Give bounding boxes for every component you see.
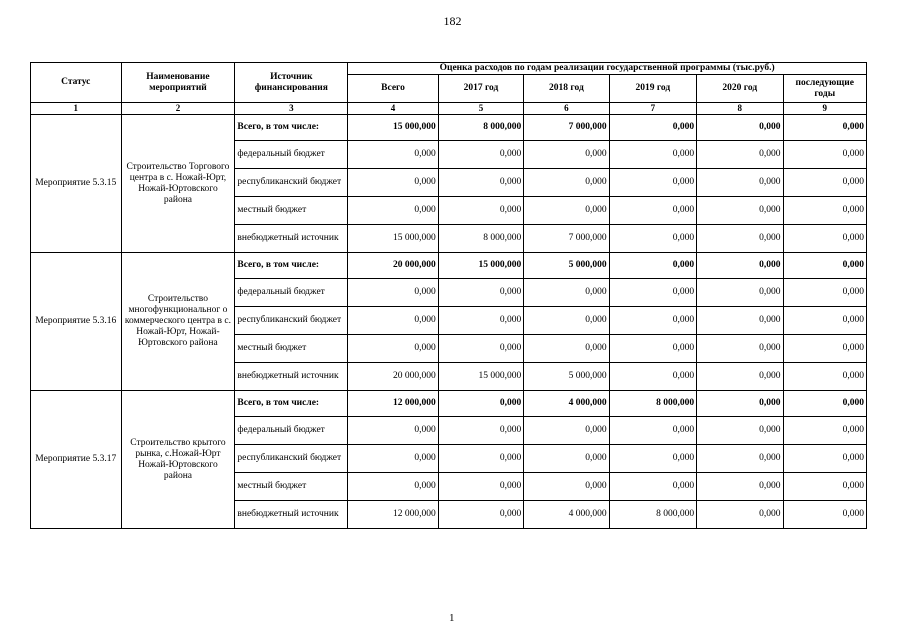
event-status: Мероприятие 5.3.16 (31, 253, 122, 391)
amount-cell: 0,000 (783, 473, 867, 501)
amount-cell: 0,000 (609, 169, 696, 197)
event-status: Мероприятие 5.3.17 (31, 391, 122, 529)
amount-cell: 7 000,000 (524, 115, 609, 141)
funding-source: местный бюджет (235, 197, 348, 225)
amount-cell: 0,000 (783, 363, 867, 391)
amount-cell: 0,000 (609, 335, 696, 363)
event-status: Мероприятие 5.3.15 (31, 115, 122, 253)
amount-cell: 0,000 (697, 473, 783, 501)
column-number: 1 (31, 103, 122, 115)
column-number: 3 (235, 103, 348, 115)
column-numbers-row (31, 103, 867, 115)
amount-cell: 8 000,000 (609, 391, 696, 417)
column-number: 8 (697, 103, 783, 115)
amount-cell: 0,000 (609, 279, 696, 307)
amount-cell: 0,000 (697, 169, 783, 197)
amount-cell: 5 000,000 (524, 253, 609, 279)
funding-source: республиканский бюджет (235, 445, 348, 473)
amount-cell: 0,000 (348, 445, 439, 473)
amount-cell: 0,000 (524, 307, 609, 335)
event-name: Строительство многофункциональног о коммерческого центра в с. Ножай-Юрт, Ножай-Юртовского района (121, 253, 235, 391)
header-2020: 2020 год (697, 75, 783, 103)
header-2017: 2017 год (438, 75, 523, 103)
amount-cell: 0,000 (609, 307, 696, 335)
amount-cell: 7 000,000 (524, 225, 609, 253)
amount-cell: 0,000 (524, 335, 609, 363)
amount-cell: 0,000 (783, 335, 867, 363)
amount-cell: 0,000 (524, 169, 609, 197)
amount-cell: 0,000 (609, 253, 696, 279)
amount-cell: 0,000 (783, 501, 867, 529)
amount-cell: 0,000 (348, 417, 439, 445)
amount-cell: 4 000,000 (524, 501, 609, 529)
amount-cell: 0,000 (609, 363, 696, 391)
amount-cell: 0,000 (348, 197, 439, 225)
amount-cell: 0,000 (697, 445, 783, 473)
amount-cell: 0,000 (438, 335, 523, 363)
column-number: 6 (524, 103, 609, 115)
amount-cell: 0,000 (438, 501, 523, 529)
header-2018: 2018 год (524, 75, 609, 103)
amount-cell: 0,000 (783, 253, 867, 279)
amount-cell: 0,000 (697, 363, 783, 391)
funding-source: Всего, в том числе: (235, 253, 348, 279)
amount-cell: 15 000,000 (438, 363, 523, 391)
amount-cell: 0,000 (783, 141, 867, 169)
amount-cell: 0,000 (438, 141, 523, 169)
funding-source: внебюджетный источник (235, 363, 348, 391)
amount-cell: 0,000 (783, 197, 867, 225)
amount-cell: 0,000 (348, 169, 439, 197)
amount-cell: 0,000 (697, 225, 783, 253)
amount-cell: 0,000 (524, 473, 609, 501)
table-row (31, 253, 867, 279)
funding-source: Всего, в том числе: (235, 115, 348, 141)
amount-cell: 0,000 (783, 169, 867, 197)
amount-cell: 0,000 (783, 391, 867, 417)
amount-cell: 12 000,000 (348, 391, 439, 417)
amount-cell: 0,000 (697, 307, 783, 335)
amount-cell: 0,000 (609, 417, 696, 445)
amount-cell: 20 000,000 (348, 363, 439, 391)
table-row (31, 115, 867, 141)
column-number: 9 (783, 103, 867, 115)
amount-cell: 15 000,000 (348, 225, 439, 253)
amount-cell: 0,000 (697, 115, 783, 141)
amount-cell: 5 000,000 (524, 363, 609, 391)
amount-cell: 0,000 (783, 445, 867, 473)
footer-mark: 1 (449, 612, 455, 624)
funding-source: внебюджетный источник (235, 501, 348, 529)
amount-cell: 0,000 (348, 473, 439, 501)
amount-cell: 0,000 (609, 141, 696, 169)
column-number: 4 (348, 103, 439, 115)
page-number: 182 (443, 14, 462, 28)
amount-cell: 12 000,000 (348, 501, 439, 529)
amount-cell: 0,000 (348, 141, 439, 169)
amount-cell: 4 000,000 (524, 391, 609, 417)
amount-cell: 0,000 (783, 279, 867, 307)
table-row (31, 391, 867, 417)
amount-cell: 0,000 (609, 197, 696, 225)
funding-source: местный бюджет (235, 335, 348, 363)
budget-table (30, 62, 867, 529)
header-later: последующие годы (783, 75, 867, 103)
column-number: 2 (121, 103, 235, 115)
amount-cell: 0,000 (438, 473, 523, 501)
amount-cell: 0,000 (783, 225, 867, 253)
amount-cell: 0,000 (697, 391, 783, 417)
amount-cell: 0,000 (438, 279, 523, 307)
amount-cell: 0,000 (609, 115, 696, 141)
header-2019: 2019 год (609, 75, 696, 103)
amount-cell: 0,000 (697, 335, 783, 363)
header-group: Оценка расходов по годам реализации государственной программы (тыс.руб.) (348, 63, 867, 75)
funding-source: федеральный бюджет (235, 279, 348, 307)
funding-source: Всего, в том числе: (235, 391, 348, 417)
amount-cell: 0,000 (524, 141, 609, 169)
amount-cell: 0,000 (697, 279, 783, 307)
amount-cell: 0,000 (438, 417, 523, 445)
amount-cell: 0,000 (438, 307, 523, 335)
amount-cell: 0,000 (524, 279, 609, 307)
amount-cell: 0,000 (697, 253, 783, 279)
amount-cell: 0,000 (783, 307, 867, 335)
amount-cell: 0,000 (783, 417, 867, 445)
event-name: Строительство Торгового центра в с. Ножай-Юрт, Ножай-Юртовского района (121, 115, 235, 253)
amount-cell: 0,000 (348, 335, 439, 363)
table-body (31, 115, 867, 529)
amount-cell: 0,000 (609, 445, 696, 473)
amount-cell: 0,000 (697, 417, 783, 445)
amount-cell: 20 000,000 (348, 253, 439, 279)
header-status: Статус (31, 63, 122, 103)
amount-cell: 8 000,000 (438, 115, 523, 141)
amount-cell: 8 000,000 (609, 501, 696, 529)
header-event-name: Наименование мероприятий (121, 63, 235, 103)
amount-cell: 0,000 (348, 307, 439, 335)
funding-source: федеральный бюджет (235, 417, 348, 445)
amount-cell: 0,000 (609, 225, 696, 253)
amount-cell: 0,000 (609, 473, 696, 501)
amount-cell: 0,000 (438, 391, 523, 417)
amount-cell: 0,000 (348, 279, 439, 307)
funding-source: федеральный бюджет (235, 141, 348, 169)
header-total: Всего (348, 75, 439, 103)
amount-cell: 15 000,000 (348, 115, 439, 141)
funding-source: республиканский бюджет (235, 169, 348, 197)
amount-cell: 0,000 (697, 141, 783, 169)
amount-cell: 8 000,000 (438, 225, 523, 253)
amount-cell: 15 000,000 (438, 253, 523, 279)
event-name: Строительство крытого рынка, с.Ножай-Юрт Ножай-Юртовского района (121, 391, 235, 529)
column-number: 7 (609, 103, 696, 115)
amount-cell: 0,000 (438, 445, 523, 473)
funding-source: внебюджетный источник (235, 225, 348, 253)
funding-source: республиканский бюджет (235, 307, 348, 335)
amount-cell: 0,000 (524, 445, 609, 473)
column-number: 5 (438, 103, 523, 115)
amount-cell: 0,000 (524, 417, 609, 445)
amount-cell: 0,000 (697, 501, 783, 529)
amount-cell: 0,000 (438, 197, 523, 225)
amount-cell: 0,000 (438, 169, 523, 197)
header-source: Источник финансирования (235, 63, 348, 103)
amount-cell: 0,000 (697, 197, 783, 225)
amount-cell: 0,000 (524, 197, 609, 225)
funding-source: местный бюджет (235, 473, 348, 501)
amount-cell: 0,000 (783, 115, 867, 141)
